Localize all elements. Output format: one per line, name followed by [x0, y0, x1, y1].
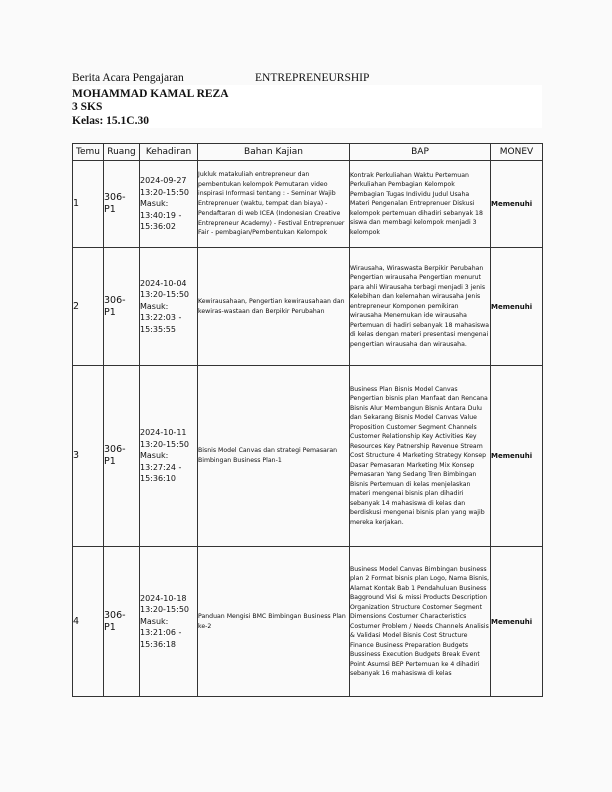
bap-text: Wirausaha, Wiraswasta Berpikir Perubahan Pengertian wirausaha Pengertian menurut para ahli Wirausaha terbagi menjadi 3 jenis Kelebihan dan kelemahan wirausaha Jenis entrepreneur Komponen pemikiran wirausaha Menemukan ide wirausaha Pertemuan di hadiri sebanyak 18 mahasiswa di kelas dengan materi presentasi mengenai pengertian wirausaha dan wirausaha. [350, 264, 489, 348]
attendance-date: 2024-10-11 [140, 428, 187, 438]
col-header-temu: Temu [73, 144, 104, 161]
attendance-schedule: 13:20-15:50 [140, 439, 189, 449]
attendance-cell [140, 547, 198, 697]
attendance-date: 2024-09-27 [140, 176, 187, 186]
table-row [73, 366, 543, 547]
meeting-number: 3 [73, 366, 104, 547]
monev-status: Memenuhi [491, 248, 543, 366]
study-material-text: Kewirausahaan, Pengertian kewirausahaan dan kewiras-wastaan dan Berpikir Perubahan [198, 297, 345, 315]
meeting-number: 1 [73, 161, 104, 248]
attendance-cell [140, 248, 198, 366]
attendance-cell [140, 366, 198, 547]
teaching-record-table [72, 143, 543, 697]
bap-text: Business Plan Bisnis Model Canvas Pengertian bisnis plan Manfaat dan Rencana Bisnis Alur Membangun Bisnis Antara Dulu dan Sekarang Bisnis Model Canvas Value Proposition Customer Segment Channels Customer Relationship Key Activities Key Resources Key Patnership Revenue Stream Cost Structure 4 Marketing Strategy Konsep Dasar Pemasaran Marketing Mix Konsep Pemasaran Yang Sedang Tren Bimbingan Bisnis Pertemuan di kelas menjelaskan materi mengenai bisnis plan dihadiri sebanyak 14 mahasiswa di kelas dan berdiskusi mengenai bisnis plan yang wajib mereka kerjakan. [350, 385, 488, 526]
meeting-number: 2 [73, 248, 104, 366]
attendance-schedule: 13:20-15:50 [140, 187, 189, 197]
lecturer-name: MOHAMMAD KAMAL REZA [72, 88, 229, 100]
attendance-date: 2024-10-18 [140, 593, 187, 603]
room-cell [104, 161, 140, 248]
monev-status: Memenuhi [491, 366, 543, 547]
attendance-in: 13:22:03 - [140, 313, 182, 323]
document-title: Berita Acara Pengajaran [72, 72, 184, 84]
study-material [198, 547, 350, 697]
attendance-label: Masuk: [140, 616, 169, 626]
table-header-row [73, 144, 543, 161]
room-line: 306- [104, 609, 126, 621]
attendance-label: Masuk: [140, 199, 169, 209]
room-line: P1 [104, 204, 116, 215]
study-material-text: Jukluk matakuliah entrepreneur dan pembentukan kelompok Pemutaran video inspirasi Informasi tentang : - Seminar Wajib Entreprenuer (waktu, tempat dan biaya) - Pendaftaran di web ICEA (Indonesian Creative Entrepreneur Academy) - Festival Entreprenuer Fair - pembagian/Pembentukan Kelompok [198, 170, 345, 237]
course-name: ENTREPRENEURSHIP [255, 72, 370, 84]
bap-cell [350, 248, 491, 366]
credit-units: 3 SKS [72, 101, 103, 113]
table-row [73, 547, 543, 697]
attendance-date: 2024-10-04 [140, 278, 187, 288]
attendance-schedule: 13:20-15:50 [140, 290, 189, 300]
attendance-in: 13:27:24 - [140, 462, 182, 472]
monev-status: Memenuhi [491, 161, 543, 248]
bap-cell [350, 547, 491, 697]
room-line: 306- [104, 444, 126, 455]
study-material [198, 248, 350, 366]
class-code: Kelas: 15.1C.30 [72, 115, 149, 127]
attendance-in: 13:21:06 - [140, 628, 182, 638]
attendance-out: 15:36:18 [140, 639, 176, 649]
table-row [73, 248, 543, 366]
attendance-schedule: 13:20-15:50 [140, 605, 189, 615]
col-header-ruang: Ruang [104, 144, 140, 161]
bap-text: Business Model Canvas Bimbingan business plan 2 Format bisnis plan Logo, Nama Bisnis, Alamat Kontak Bab 1 Pendahuluan Business Bagground Visi & missi Products Description Organization Structure Costomer Segment Dimensions Costumer Characteristics Costumer Problem / Needs Channels Analisis & Validasi Model Bisnis Cost Structure Finance Business Preparation Budgets Bussiness Execution Budgets Break Event Point Asumsi BEP Pertemuan ke 4 dihadiri sebanyak 16 mahasiswa di kelas [350, 565, 490, 677]
col-header-bap: BAP [350, 144, 491, 161]
attendance-cell [140, 161, 198, 248]
study-material-text: Panduan Mengisi BMC Bimbingan Business Plan ke-2 [198, 612, 346, 630]
attendance-label: Masuk: [140, 301, 169, 311]
room-line: P1 [104, 306, 116, 318]
col-header-monev: MONEV [491, 144, 543, 161]
bap-cell [350, 366, 491, 547]
attendance-in: 13:40:19 - [140, 210, 182, 220]
study-material [198, 366, 350, 547]
monev-status: Memenuhi [491, 547, 543, 697]
bap-cell [350, 161, 491, 248]
study-material-text: Bisnis Model Canvas dan strategi Pemasaran Bimbingan Business Plan-1 [198, 447, 338, 464]
room-line: 306- [104, 192, 126, 203]
room-line: P1 [104, 456, 116, 467]
header-line [72, 72, 542, 85]
bap-text: Kontrak Perkuliahan Waktu Pertemuan Perkuliahan Pembagian Kelompok Pembagian Tugas Individu Judul Usaha Materi Pengenalan Entreprenuer Diskusi kelompok pertemuan dihadiri sebanyak 18 siswa dan membagi kelompok menjadi 3 kelompok [350, 171, 483, 236]
table-row [73, 161, 543, 248]
col-header-bahan-kajian: Bahan Kajian [198, 144, 350, 161]
study-material [198, 161, 350, 248]
attendance-out: 15:35:55 [140, 324, 176, 334]
room-cell [104, 547, 140, 697]
room-line: 306- [104, 294, 126, 306]
attendance-label: Masuk: [140, 451, 169, 461]
room-line: P1 [104, 621, 116, 633]
attendance-out: 15:36:10 [140, 474, 176, 484]
col-header-kehadiran: Kehadiran [140, 144, 198, 161]
meeting-number: 4 [73, 547, 104, 697]
attendance-out: 15:36:02 [140, 222, 176, 232]
room-cell [104, 248, 140, 366]
room-cell [104, 366, 140, 547]
